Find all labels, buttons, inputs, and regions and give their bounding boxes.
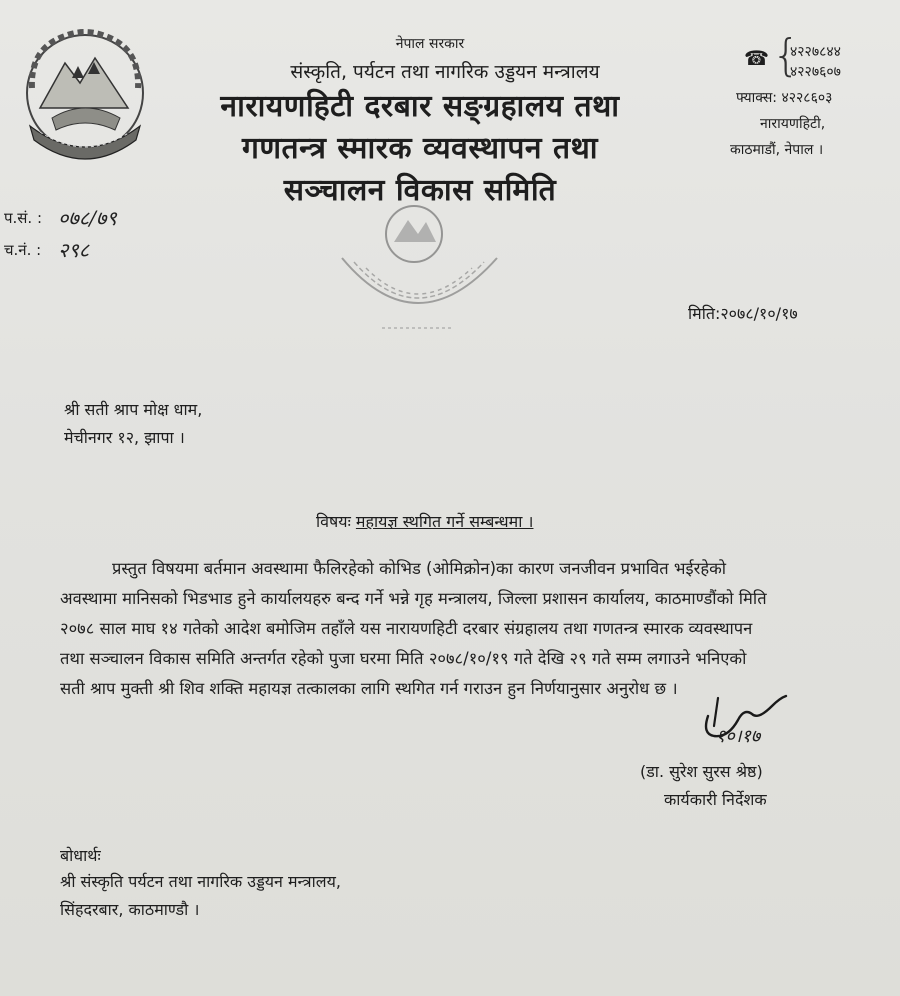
- subject-text: महायज्ञ स्थगित गर्ने सम्बन्धमा ।: [355, 512, 534, 531]
- cc-line-1: श्री संस्कृति पर्यटन तथा नागरिक उड्डयन मन्त्रालय,: [60, 872, 341, 891]
- body-line-1: प्रस्तुत विषयमा बर्तमान अवस्थामा फैलिरहेको कोभिड (ओमिक्रोन)का कारण जनजीवन प्रभावित भईरहेको: [112, 559, 727, 578]
- body-line-2: अवस्थामा मानिसको भिडभाड हुने कार्यालयहरु बन्द गर्ने भन्ने गृह मन्त्रालय, जिल्ला प्रशासन कार्यालय, काठमाण्डौंको मिति: [60, 589, 767, 608]
- cc-line-2: सिंहदरबार, काठमाण्डौ ।: [60, 900, 200, 919]
- body-line-3: २०७८ साल माघ १४ गतेको आदेश बमोजिम तहाँले यस नारायणहिटी दरबार संग्रहालय तथा गणतन्त्र स्मारक व्यवस्थापन: [60, 619, 753, 638]
- recipient-line-2: मेचीनगर १२, झापा ।: [64, 428, 185, 447]
- signature-date: १०।१७: [716, 726, 761, 747]
- phone-number-2: ४२२७६०७: [790, 64, 841, 80]
- cn-label: च.नं. :: [4, 241, 42, 259]
- letter-date: मिति:२०७८/१०/१७: [688, 304, 798, 323]
- ministry-name: संस्कृति, पर्यटन तथा नागरिक उड्डयन मन्त्रालय: [290, 61, 600, 83]
- government-name: नेपाल सरकार: [395, 36, 465, 52]
- address-line-2: काठमाडौं, नेपाल ।: [730, 142, 824, 158]
- cn-value: २९८: [58, 238, 90, 262]
- phone-brace: {: [772, 30, 800, 81]
- subject-line: [316, 510, 533, 532]
- organization-name-line-1: नारायणहिटी दरबार सङ्ग्रहालय तथा: [220, 89, 620, 124]
- organization-name-line-2: गणतन्त्र स्मारक व्यवस्थापन तथा: [241, 131, 599, 166]
- fax-number: फ्याक्स: ४२२८६०३: [736, 90, 833, 106]
- office-stamp-icon: [322, 198, 512, 358]
- body-line-4: तथा सञ्चालन विकास समिति अन्तर्गत रहेको पुजा घरमा मिति २०७८/१०/१९ गते देखि २९ गते सम्म लगाउने भनिएको: [60, 649, 747, 668]
- organization-name-line-3: सञ्चालन विकास समिति: [283, 173, 557, 208]
- ps-value: ०७८/७९: [58, 206, 117, 230]
- recipient-line-1: श्री सती श्राप मोक्ष धाम,: [64, 400, 203, 419]
- body-line-5: सती श्राप मुक्ती श्री शिव शक्ति महायज्ञ तत्कालका लागि स्थगित गर्न गराउन हुन निर्णयानुसार अनुरोध छ ।: [60, 679, 678, 698]
- cc-label: बोधार्थः: [60, 846, 101, 865]
- ps-label: प.सं. :: [4, 209, 43, 227]
- signer-designation: कार्यकारी निर्देशक: [664, 790, 767, 809]
- telephone-icon: ☎: [744, 46, 769, 70]
- phone-number-1: ४२२७८४४: [790, 44, 841, 60]
- signer-name: (डा. सुरेश सुरस श्रेष्ठ): [640, 762, 763, 781]
- address-line-1: नारायणहिटी,: [760, 116, 826, 132]
- subject-label: विषयः: [316, 512, 351, 531]
